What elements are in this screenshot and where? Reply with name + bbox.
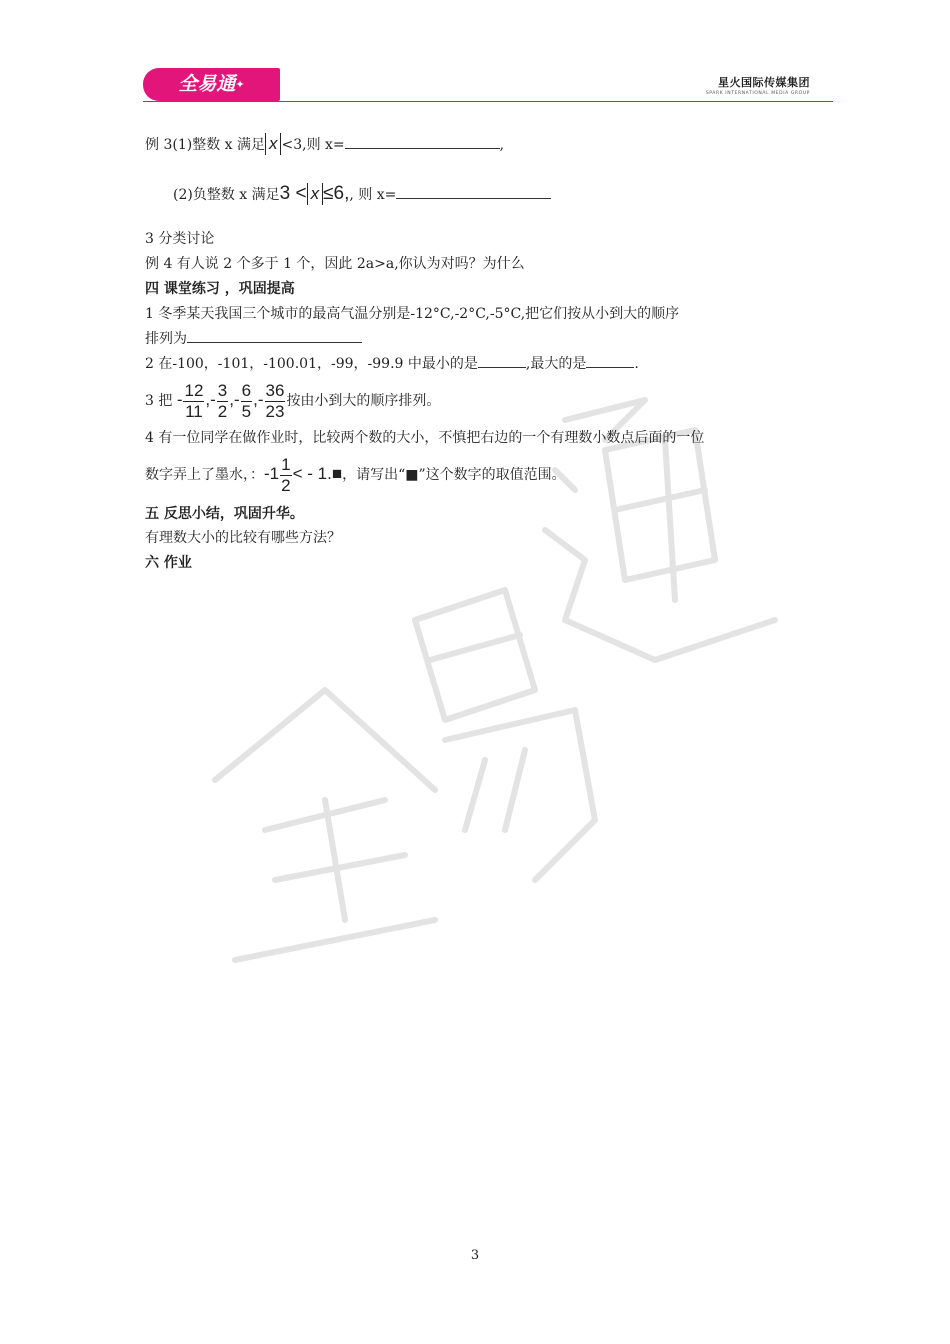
q2-end: . (634, 356, 639, 372)
abs-x: x (265, 133, 282, 155)
q1-label: 排列为 (145, 331, 187, 347)
ink-block: ■ (331, 464, 343, 483)
answer-blank-max[interactable] (586, 355, 634, 368)
example3-part2 (173, 183, 551, 205)
example4: 例 4 有人说 2 个多于 1 个，因此 2a>a,你认为对吗？为什么 (145, 256, 525, 272)
denominator: 2 (217, 401, 228, 421)
section6-heading: 六 作业 (145, 555, 192, 571)
denominator: 11 (185, 401, 203, 421)
q2-text-max: ,最大的是 (525, 356, 587, 372)
publisher-brand (706, 74, 810, 96)
mixed-whole: -1 (264, 464, 280, 483)
relation: < - 1. (292, 464, 332, 483)
frac-sign: - (176, 390, 183, 409)
abs-x-2: x (307, 183, 324, 205)
frac-sign: ,- (205, 390, 216, 409)
example3-part1 (145, 133, 504, 155)
section4-heading: 四 课堂练习 ，巩固提高 (145, 281, 295, 297)
question4-line1: 4 有一位同学在做作业时，比较两个数的大小，不慎把右边的一个有理数小数点后面的一位 (145, 430, 705, 446)
section3-title: 3 分类讨论 (145, 231, 215, 247)
q4-instruction: ，请写出“■”这个数字的取值范围。 (342, 467, 566, 483)
fraction (280, 455, 291, 496)
answer-blank[interactable] (396, 186, 551, 199)
fraction (183, 381, 204, 422)
ex3-1-condition: <3,则 x= (281, 137, 345, 153)
q3-text: 3 把 (145, 393, 173, 409)
page-number: 3 (470, 1248, 480, 1263)
brand-logo: 全易通✦ (143, 68, 280, 101)
brand-name-cn: 星火国际传媒集团 (718, 76, 810, 89)
ex3-2-condition: , 则 x= (349, 187, 397, 203)
denominator: 2 (281, 475, 291, 495)
header-divider (143, 101, 833, 102)
math-right: ≤6, (323, 183, 350, 204)
denominator: 23 (265, 401, 285, 421)
fraction (217, 381, 228, 422)
question3 (145, 378, 440, 423)
numerator: 3 (217, 380, 228, 400)
numerator: 1 (281, 454, 291, 474)
q2-text: 2 在-100，-101，-100.01，-99，-99.9 中最小的是 (145, 356, 478, 372)
ex3-1-text: 例 3(1)整数 x 满足 (145, 137, 265, 153)
frac-sign: ,- (253, 390, 264, 409)
question1-line2 (145, 330, 362, 348)
question2 (145, 355, 639, 373)
answer-blank-min[interactable] (478, 355, 526, 368)
denominator: 5 (241, 401, 252, 421)
question4-line2 (145, 452, 566, 497)
numerator: 12 (184, 380, 204, 400)
ex3-2-text: (2)负整数 x 满足 (173, 187, 280, 203)
section5-heading: 五 反思小结，巩固升华。 (145, 506, 304, 522)
numerator: 36 (265, 380, 285, 400)
logo-text: 全易通 (178, 73, 236, 95)
fraction (241, 381, 252, 422)
answer-blank[interactable] (187, 330, 362, 343)
q4-text: 数字弄上了墨水，： (145, 467, 264, 483)
brand-name-en: SPARK INTERNATIONAL MEDIA GROUP (705, 91, 810, 96)
fraction (265, 381, 286, 422)
question5: 有理数大小的比较有哪些方法？ (145, 530, 341, 546)
q3-instruction: 按由小到大的顺序排列。 (286, 393, 441, 409)
ex3-1-end: , (499, 137, 505, 153)
frac-sign: ,- (229, 390, 240, 409)
math-left: 3 < (279, 183, 307, 204)
numerator: 6 (241, 380, 252, 400)
question1-line1: 1 冬季某天我国三个城市的最高气温分别是-12°C,-2°C,-5°C,把它们按从小到大的顺序 (145, 306, 680, 322)
answer-blank[interactable] (345, 136, 500, 149)
